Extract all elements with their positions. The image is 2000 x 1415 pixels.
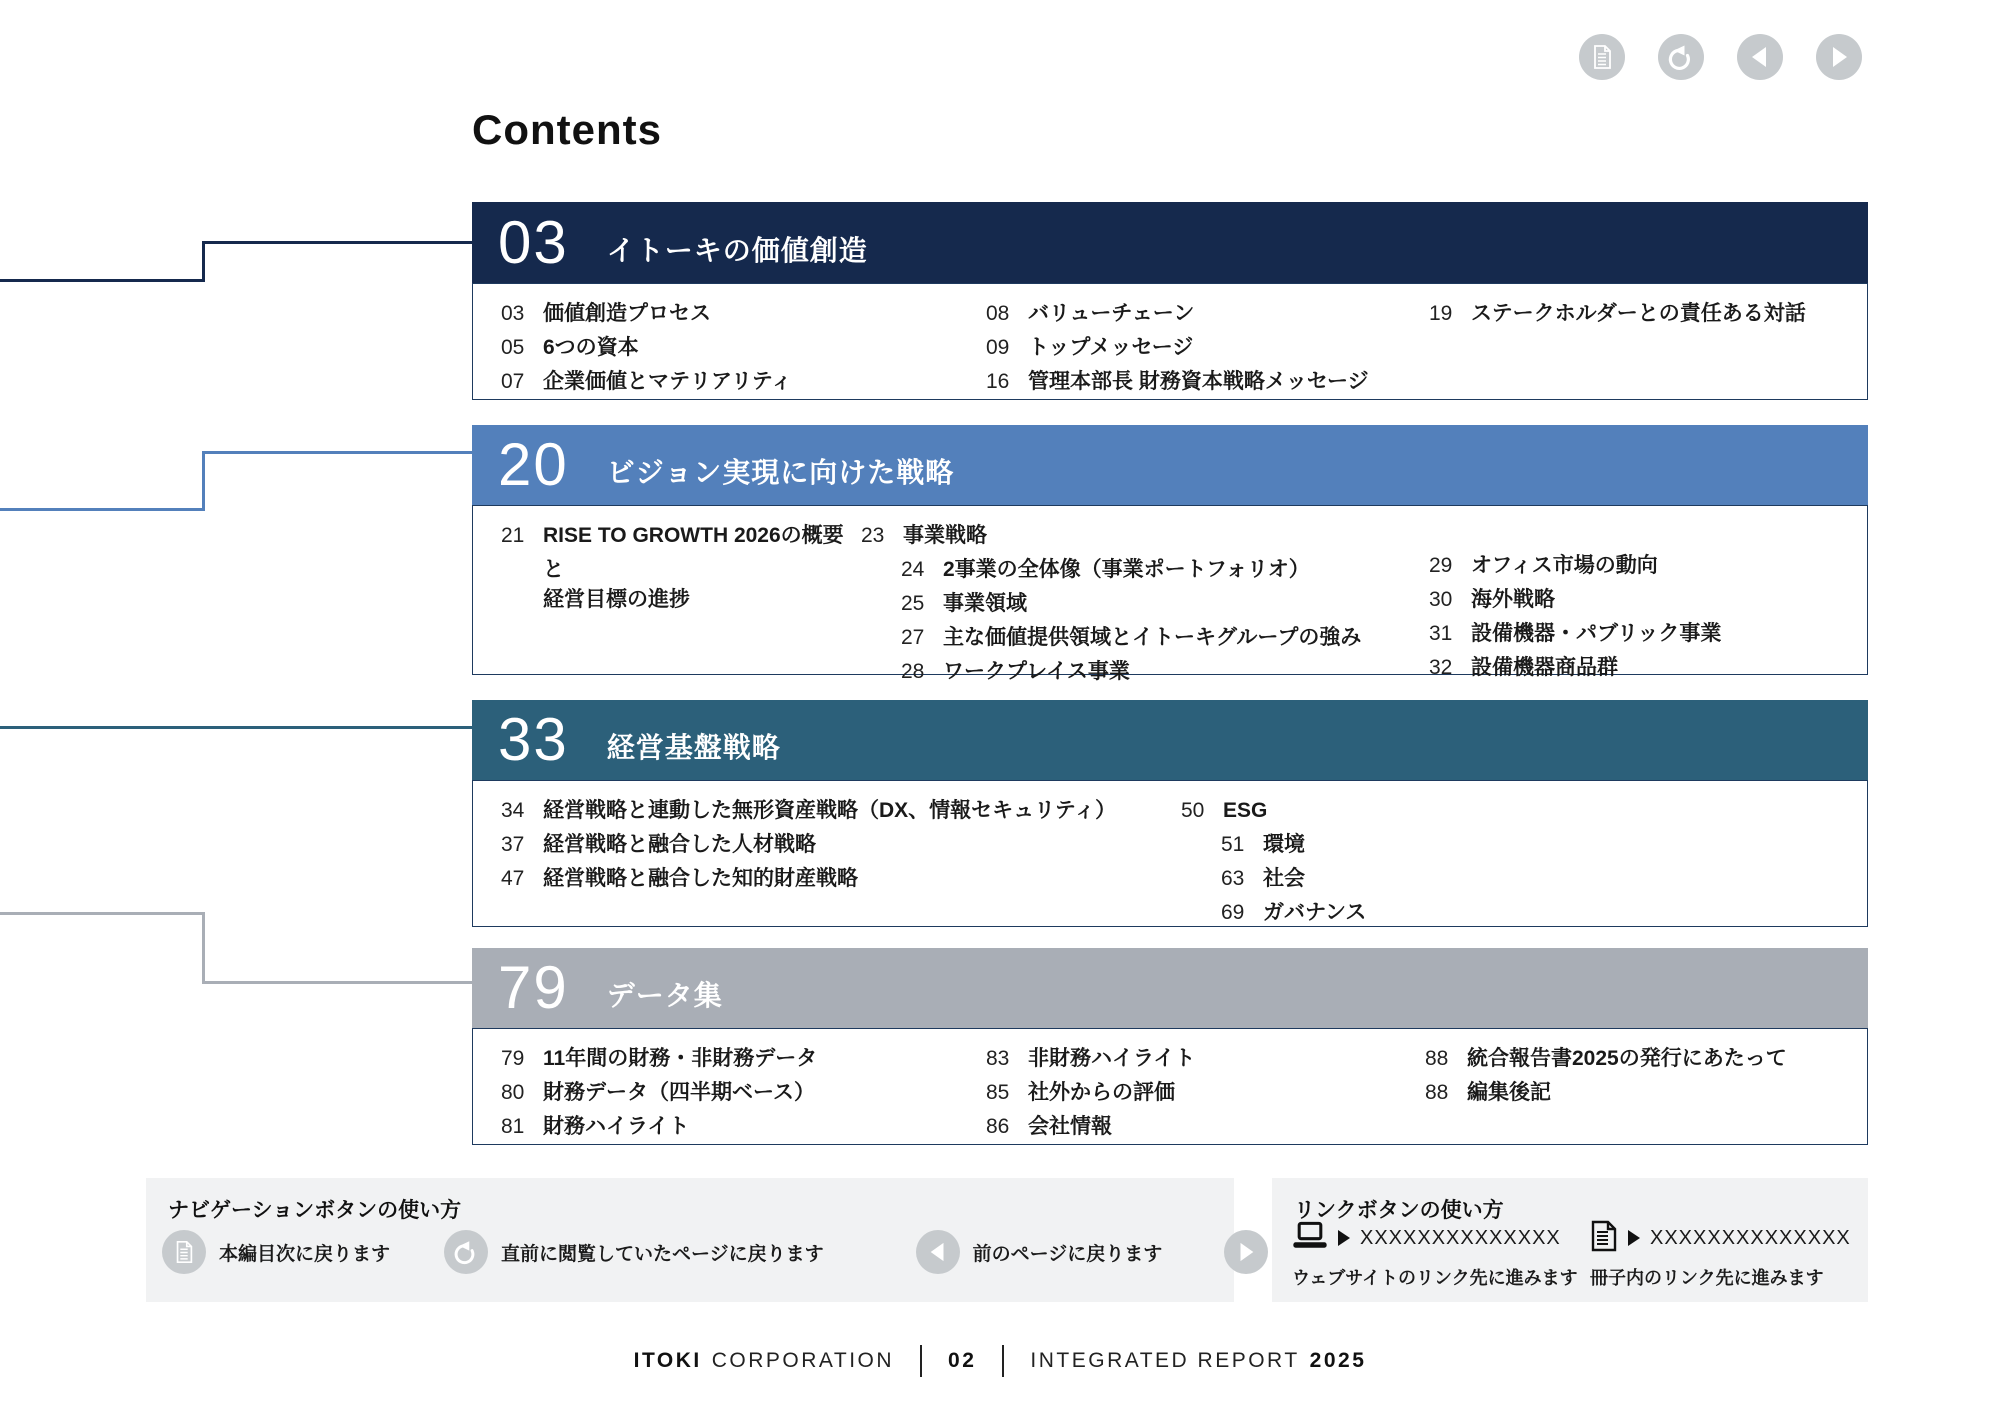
toc-item-number: 27 bbox=[901, 626, 925, 649]
toc-item[interactable] bbox=[501, 1076, 986, 1110]
toc-item[interactable] bbox=[501, 365, 986, 399]
link-help-desc: 冊子内のリンク先に進みます bbox=[1590, 1268, 1824, 1288]
toc-item[interactable] bbox=[1181, 794, 1366, 828]
toc-item-label: ワークプレイス事業 bbox=[943, 660, 1130, 683]
section-body bbox=[472, 1028, 1868, 1145]
toc-item-number: 05 bbox=[501, 336, 525, 359]
toc-item[interactable] bbox=[501, 1110, 986, 1144]
section-body bbox=[472, 505, 1868, 683]
page-title: Contents bbox=[472, 106, 662, 153]
connector-line-section1 bbox=[202, 241, 205, 282]
booklet-page-icon bbox=[1590, 1220, 1618, 1257]
prev-page-button[interactable] bbox=[1737, 34, 1783, 80]
toc-item[interactable] bbox=[1181, 862, 1366, 896]
section-header-79[interactable] bbox=[472, 948, 1868, 1028]
toc-item[interactable] bbox=[1425, 1076, 1787, 1110]
toc-item[interactable] bbox=[1181, 828, 1366, 862]
toc-item[interactable] bbox=[1429, 651, 1721, 685]
toc-item-label: 財務データ（四半期ベース） bbox=[543, 1081, 815, 1104]
footer-company bbox=[634, 1349, 894, 1373]
footer-report bbox=[1030, 1349, 1366, 1373]
page-footer bbox=[0, 1345, 2000, 1377]
toc-item[interactable] bbox=[501, 297, 986, 331]
toc-item[interactable] bbox=[986, 297, 1429, 331]
toc-item-number: 29 bbox=[1429, 554, 1453, 577]
connector-line-section4 bbox=[202, 912, 205, 984]
toc-item-number: 47 bbox=[501, 867, 525, 890]
toc-item-number: 16 bbox=[986, 370, 1010, 393]
toc-item-label: RISE TO GROWTH 2026の概要と bbox=[543, 524, 844, 581]
connector-line-section2 bbox=[202, 451, 472, 454]
next-page-button[interactable] bbox=[1816, 34, 1862, 80]
link-placeholder-text: XXXXXXXXXXXXXX bbox=[1650, 1226, 1851, 1249]
toc-item-label: 編集後記 bbox=[1467, 1081, 1551, 1104]
toc-item-label: 事業戦略 bbox=[903, 524, 987, 547]
toc-item-number: 19 bbox=[1429, 302, 1453, 325]
nav-help-label: 前のページに戻ります bbox=[972, 1243, 1163, 1265]
toc-column bbox=[986, 1042, 1425, 1144]
toc-item-number: 31 bbox=[1429, 622, 1453, 645]
contents-icon bbox=[1589, 44, 1615, 70]
toc-column bbox=[501, 1042, 986, 1144]
back-history-icon bbox=[1666, 42, 1696, 72]
link-arrow-icon bbox=[1628, 1230, 1640, 1246]
back-history-button[interactable] bbox=[1658, 34, 1704, 80]
toc-item-number: 81 bbox=[501, 1115, 525, 1138]
nav-help-label: 本編目次に戻ります bbox=[219, 1243, 391, 1265]
toc-item-number: 63 bbox=[1221, 867, 1245, 890]
section-body bbox=[472, 283, 1868, 400]
toc-item-number: 34 bbox=[501, 799, 525, 822]
navigation-help-box bbox=[146, 1178, 1234, 1302]
toc-item-label: 2事業の全体像（事業ポートフォリオ） bbox=[943, 558, 1310, 581]
link-help-item bbox=[1590, 1218, 1870, 1290]
section-number: 03 bbox=[498, 208, 569, 276]
footer-page-number: 02 bbox=[948, 1349, 977, 1372]
back-history-icon bbox=[444, 1230, 488, 1274]
toc-item-label: 経営戦略と融合した知的財産戦略 bbox=[543, 867, 858, 890]
toc-column bbox=[861, 519, 1429, 683]
nav-help-label: 直前に閲覧していたページに戻ります bbox=[501, 1243, 824, 1265]
nav-help-item bbox=[916, 1230, 1163, 1274]
toc-item[interactable] bbox=[1425, 1042, 1787, 1076]
toc-item-label: 財務ハイライト bbox=[543, 1115, 690, 1138]
toc-item[interactable] bbox=[861, 621, 1429, 655]
toc-item-number: 69 bbox=[1221, 901, 1245, 924]
toc-section-33 bbox=[472, 700, 1868, 927]
connector-line-section4 bbox=[0, 912, 205, 915]
link-arrow-icon bbox=[1338, 1230, 1350, 1246]
toc-item-label: 海外戦略 bbox=[1471, 588, 1555, 611]
link-placeholder-text: XXXXXXXXXXXXXX bbox=[1360, 1226, 1561, 1249]
toc-item-label: 社会 bbox=[1263, 867, 1305, 890]
toc-item[interactable] bbox=[1181, 896, 1366, 930]
toc-item-label: 企業価値とマテリアリティ bbox=[543, 370, 793, 393]
toc-item-number: 86 bbox=[986, 1115, 1010, 1138]
toc-item-label: 事業領域 bbox=[943, 592, 1027, 615]
toc-item-number: 30 bbox=[1429, 588, 1453, 611]
toc-item-number: 21 bbox=[501, 524, 525, 547]
toc-item-label: 6つの資本 bbox=[543, 336, 639, 359]
contents-button[interactable] bbox=[1579, 34, 1625, 80]
toc-item[interactable] bbox=[501, 794, 1181, 828]
toc-item[interactable] bbox=[986, 1076, 1425, 1110]
toc-item-number: 25 bbox=[901, 592, 925, 615]
footer-divider bbox=[1002, 1345, 1004, 1377]
toc-column bbox=[1429, 297, 1806, 399]
toc-item-number: 50 bbox=[1181, 799, 1205, 822]
section-title: 経営基盤戦略 bbox=[606, 732, 781, 763]
section-title: ビジョン実現に向けた戦略 bbox=[606, 457, 955, 488]
nav-help-item bbox=[444, 1230, 824, 1274]
toc-item-number: 88 bbox=[1425, 1081, 1449, 1104]
footer-report-year: 2025 bbox=[1309, 1349, 1367, 1372]
link-help-item bbox=[1292, 1218, 1578, 1290]
toc-section-20 bbox=[472, 425, 1868, 683]
next-page-icon bbox=[1827, 45, 1851, 69]
toc-item-number: 09 bbox=[986, 336, 1010, 359]
toc-item[interactable] bbox=[1429, 617, 1721, 651]
toc-item-label: 管理本部長 財務資本戦略メッセージ bbox=[1028, 370, 1369, 393]
link-help-box bbox=[1272, 1178, 1868, 1302]
navigation-help-title: ナビゲーションボタンの使い方 bbox=[168, 1199, 462, 1222]
link-help-title: リンクボタンの使い方 bbox=[1294, 1199, 1504, 1222]
toc-item[interactable] bbox=[986, 365, 1429, 399]
toc-item-label: 経営戦略と連動した無形資産戦略（DX、情報セキュリティ） bbox=[543, 799, 1117, 822]
section-header-20[interactable] bbox=[472, 425, 1868, 505]
toc-item-label: 経営戦略と融合した人材戦略 bbox=[543, 833, 816, 856]
toc-item[interactable] bbox=[501, 828, 1181, 862]
toc-item-label: トップメッセージ bbox=[1028, 336, 1194, 359]
toc-item[interactable] bbox=[861, 655, 1429, 689]
toc-item[interactable] bbox=[861, 519, 1429, 553]
section-header-03[interactable] bbox=[472, 202, 1868, 283]
toc-item-number: 24 bbox=[901, 558, 925, 581]
toc-item[interactable] bbox=[986, 1042, 1425, 1076]
footer-report-label: INTEGRATED REPORT bbox=[1030, 1349, 1300, 1372]
section-number: 20 bbox=[498, 431, 569, 498]
toc-item[interactable] bbox=[986, 331, 1429, 365]
toc-item[interactable] bbox=[501, 519, 861, 587]
toc-item-number: 03 bbox=[501, 302, 525, 325]
laptop-icon bbox=[1292, 1221, 1328, 1256]
toc-column bbox=[1425, 1042, 1787, 1144]
toc-item[interactable] bbox=[1429, 583, 1721, 617]
link-help-items bbox=[1292, 1218, 1870, 1290]
nav-help-item bbox=[162, 1230, 390, 1274]
toc-item[interactable] bbox=[986, 1110, 1425, 1144]
toc-section-79 bbox=[472, 948, 1868, 1145]
toc-item-number: 80 bbox=[501, 1081, 525, 1104]
toc-item-number: 51 bbox=[1221, 833, 1245, 856]
toc-item-label-line2[interactable]: 経営目標の進捗 bbox=[543, 588, 690, 611]
toc-column bbox=[1429, 519, 1722, 679]
link-help-desc: ウェブサイトのリンク先に進みます bbox=[1292, 1268, 1578, 1288]
toc-item-label: オフィス市場の動向 bbox=[1471, 554, 1658, 577]
footer-company-name: ITOKI bbox=[633, 1349, 702, 1372]
toc-item-label: ステークホルダーとの責任ある対話 bbox=[1471, 302, 1806, 325]
toc-item-label: バリューチェーン bbox=[1028, 302, 1195, 325]
connector-line-section3 bbox=[0, 726, 472, 729]
contents-icon bbox=[162, 1230, 206, 1274]
top-navigation bbox=[1579, 34, 1862, 80]
toc-item-label: 統合報告書2025の発行にあたって bbox=[1467, 1047, 1787, 1070]
section-number: 79 bbox=[498, 954, 569, 1021]
next-page-icon bbox=[1224, 1230, 1268, 1274]
toc-item-label: 環境 bbox=[1263, 833, 1305, 856]
section-number: 33 bbox=[498, 706, 569, 773]
toc-column bbox=[501, 297, 986, 399]
footer-divider bbox=[920, 1345, 922, 1377]
link-example bbox=[1292, 1218, 1572, 1258]
toc-item[interactable] bbox=[501, 1042, 986, 1076]
toc-item-label: 設備機器・パブリック事業 bbox=[1471, 622, 1722, 645]
toc-item-number: 85 bbox=[986, 1081, 1010, 1104]
toc-item-label: 価値創造プロセス bbox=[543, 302, 711, 325]
toc-item[interactable] bbox=[861, 553, 1429, 587]
toc-item-label: ESG bbox=[1223, 799, 1268, 822]
section-title: データ集 bbox=[606, 980, 723, 1011]
toc-item-label: 11年間の財務・非財務データ bbox=[543, 1047, 818, 1070]
section-header-33[interactable] bbox=[472, 700, 1868, 780]
toc-item-number: 88 bbox=[1425, 1047, 1449, 1070]
toc-item[interactable] bbox=[501, 331, 986, 365]
toc-column bbox=[1181, 794, 1366, 926]
toc-item[interactable] bbox=[861, 587, 1429, 621]
connector-line-section2 bbox=[0, 508, 205, 511]
toc-item-number: 79 bbox=[501, 1047, 525, 1070]
toc-item-number: 37 bbox=[501, 833, 525, 856]
toc-item-label: 設備機器商品群 bbox=[1471, 656, 1618, 679]
prev-page-icon bbox=[1748, 45, 1772, 69]
connector-line-section4 bbox=[202, 981, 472, 984]
connector-line-section2 bbox=[202, 451, 205, 511]
toc-item[interactable] bbox=[1429, 297, 1806, 331]
toc-item[interactable] bbox=[501, 862, 1181, 896]
toc-item[interactable] bbox=[1429, 549, 1721, 583]
prev-page-icon bbox=[916, 1230, 960, 1274]
toc-item-number: 23 bbox=[861, 524, 885, 547]
toc-item-label: ガバナンス bbox=[1263, 901, 1367, 924]
toc-column bbox=[986, 297, 1429, 399]
toc-column bbox=[501, 519, 861, 674]
toc-item-number: 07 bbox=[501, 370, 525, 393]
toc-item-number: 28 bbox=[901, 660, 925, 683]
connector-line-section1 bbox=[0, 279, 205, 282]
toc-column bbox=[501, 794, 1181, 926]
section-title: イトーキの価値創造 bbox=[606, 234, 868, 266]
toc-item-number: 32 bbox=[1429, 656, 1453, 679]
toc-item-label: 主な価値提供領域とイトーキグループの強み bbox=[943, 626, 1362, 649]
toc-item-label: 社外からの評価 bbox=[1028, 1081, 1175, 1104]
toc-section-03 bbox=[472, 202, 1868, 400]
toc-item-number: 08 bbox=[986, 302, 1010, 325]
link-example bbox=[1590, 1218, 1870, 1258]
section-body bbox=[472, 780, 1868, 927]
toc-item-label: 非財務ハイライト bbox=[1028, 1047, 1196, 1070]
footer-company-suffix: CORPORATION bbox=[711, 1349, 895, 1372]
connector-line-section1 bbox=[202, 241, 472, 244]
toc-item-label: 会社情報 bbox=[1028, 1115, 1112, 1138]
toc-item-number: 83 bbox=[986, 1047, 1010, 1070]
